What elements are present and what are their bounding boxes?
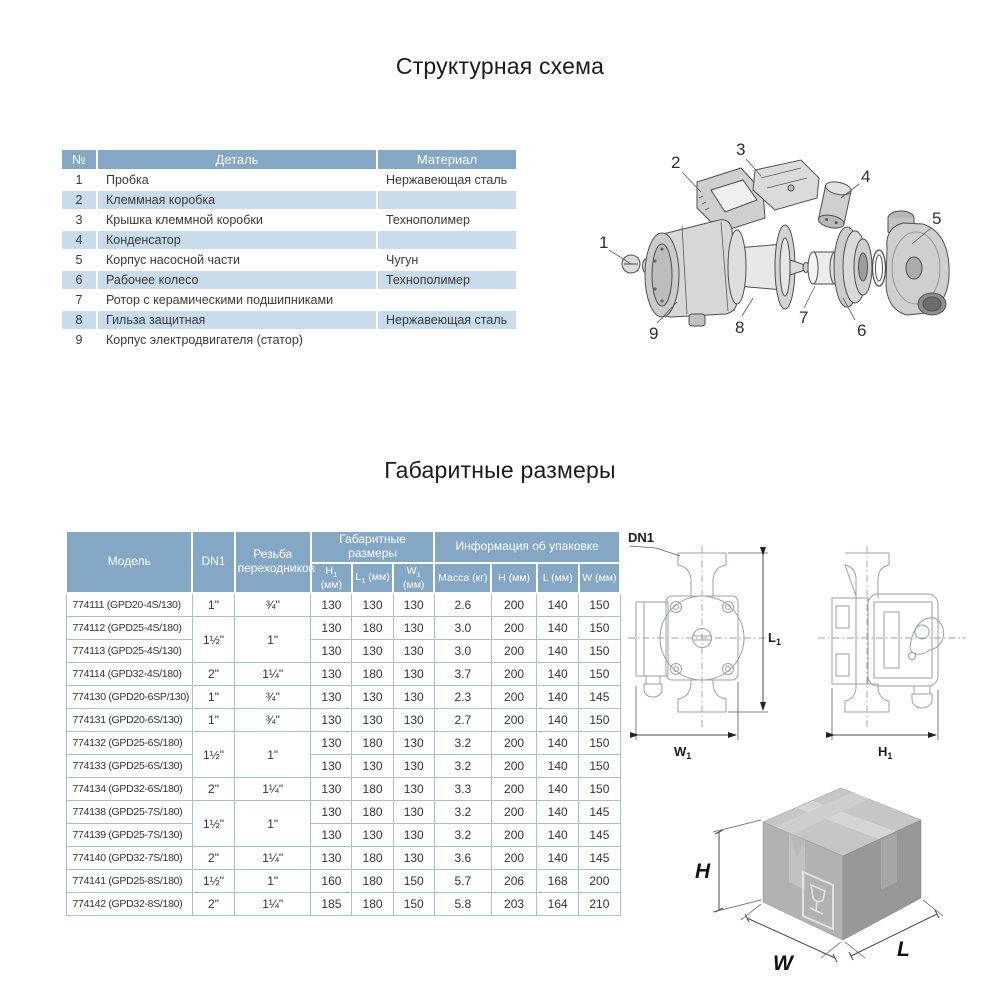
dn1-cell: 1½" <box>192 870 234 893</box>
part-number-8: 8 <box>735 318 745 337</box>
value-cell: 130 <box>352 593 393 617</box>
value-cell: 150 <box>579 617 620 640</box>
dims-table-row <box>66 709 620 732</box>
dims-table-row <box>66 801 620 824</box>
dims-col-thread: Резьба переходников <box>235 531 311 593</box>
value-cell: 185 <box>311 893 352 916</box>
value-cell: 130 <box>311 847 352 870</box>
parts-table-row <box>62 211 516 229</box>
thread-cell: 1¼" <box>235 847 311 870</box>
value-cell: 130 <box>352 824 393 847</box>
value-cell: 130 <box>393 801 434 824</box>
dims-col-dn1: DN1 <box>192 531 234 593</box>
value-cell: 3.2 <box>434 732 491 755</box>
value-cell: 130 <box>311 663 352 686</box>
value-cell: 150 <box>579 709 620 732</box>
value-cell: 145 <box>579 801 620 824</box>
value-cell: 3.3 <box>434 778 491 801</box>
value-cell: 140 <box>537 640 579 663</box>
parts-table <box>60 148 518 351</box>
impeller-shape <box>834 227 872 307</box>
part-material-cell <box>378 191 516 209</box>
value-cell: 130 <box>311 617 352 640</box>
pump-side-view <box>818 546 966 730</box>
parts-table-row <box>62 291 516 309</box>
value-cell: 140 <box>537 617 579 640</box>
part-number-2: 2 <box>671 153 681 172</box>
value-cell: 130 <box>393 755 434 778</box>
value-cell: 150 <box>579 778 620 801</box>
dims-col-l1: $L_1$ (мм) <box>352 563 393 594</box>
value-cell: 3.2 <box>434 755 491 778</box>
value-cell: 130 <box>311 778 352 801</box>
part-name-cell: Корпус электродвигателя (статор) <box>98 331 376 349</box>
dims-table-row <box>66 617 620 640</box>
dims-col-l: L (мм) <box>537 563 579 594</box>
value-cell: 2.3 <box>434 686 491 709</box>
thread-cell: 1" <box>235 870 311 893</box>
value-cell: 2.7 <box>434 709 491 732</box>
part-material-cell <box>378 291 516 309</box>
dn1-cell: 1" <box>192 686 234 709</box>
value-cell: 145 <box>579 847 620 870</box>
value-cell: 140 <box>537 824 579 847</box>
part-num-cell: 4 <box>62 231 96 249</box>
value-cell: 140 <box>537 755 579 778</box>
value-cell: 140 <box>537 709 579 732</box>
part-material-cell: Чугун <box>378 251 516 269</box>
value-cell: 130 <box>393 847 434 870</box>
value-cell: 130 <box>352 709 393 732</box>
parts-table-row <box>62 251 516 269</box>
dims-col-mass: Масса (кг) <box>434 563 491 594</box>
value-cell: 130 <box>393 778 434 801</box>
dims-col-h: H (мм) <box>491 563 536 594</box>
dn1-cell: 2" <box>192 847 234 870</box>
part-material-cell: Нержавеющая сталь <box>378 311 516 329</box>
parts-table-row <box>62 171 516 189</box>
parts-col-part: Деталь <box>98 150 376 169</box>
motor-housing-shape <box>645 220 737 326</box>
dims-table-row <box>66 870 620 893</box>
value-cell: 200 <box>491 593 536 617</box>
dims-table-row <box>66 755 620 778</box>
o-ring-shape <box>873 250 886 286</box>
model-cell: 774138 (GPD25-7S/180) <box>66 801 192 824</box>
parts-table-row <box>62 331 516 349</box>
value-cell: 200 <box>491 801 536 824</box>
model-cell: 774139 (GPD25-7S/130) <box>66 824 192 847</box>
part-num-cell: 6 <box>62 271 96 289</box>
dn1-label: DN1 <box>628 530 655 545</box>
part-num-cell: 1 <box>62 171 96 189</box>
value-cell: 140 <box>537 686 579 709</box>
box-width-label: W <box>773 952 793 972</box>
value-cell: 3.0 <box>434 617 491 640</box>
part-name-cell: Пробка <box>98 171 376 189</box>
value-cell: 200 <box>491 640 536 663</box>
value-cell: 130 <box>311 640 352 663</box>
thread-cell: 1" <box>235 801 311 847</box>
value-cell: 3.0 <box>434 640 491 663</box>
value-cell: 5.7 <box>434 870 491 893</box>
model-cell: 774113 (GPD25-4S/130) <box>66 640 192 663</box>
part-number-7: 7 <box>799 308 809 327</box>
part-name-cell: Гильза защитная <box>98 311 376 329</box>
value-cell: 145 <box>579 824 620 847</box>
value-cell: 2.6 <box>434 593 491 617</box>
part-number-4: 4 <box>861 167 871 186</box>
parts-table-row <box>62 231 516 249</box>
value-cell: 130 <box>352 755 393 778</box>
parts-col-num: № <box>62 150 96 169</box>
exploded-pump-diagram <box>585 118 985 358</box>
value-cell: 130 <box>393 686 434 709</box>
value-cell: 130 <box>352 640 393 663</box>
value-cell: 200 <box>491 755 536 778</box>
part-name-cell: Ротор с керамическими подшипниками <box>98 291 376 309</box>
thread-cell: ¾" <box>235 709 311 732</box>
thread-cell: 1" <box>235 617 311 663</box>
value-cell: 200 <box>491 686 536 709</box>
model-cell: 774141 (GPD25-8S/180) <box>66 870 192 893</box>
dn1-cell: 1½" <box>192 732 234 778</box>
dn1-cell: 1" <box>192 593 234 617</box>
value-cell: 3.2 <box>434 824 491 847</box>
value-cell: 150 <box>579 640 620 663</box>
value-cell: 130 <box>311 824 352 847</box>
value-cell: 130 <box>311 801 352 824</box>
part-material-cell <box>378 231 516 249</box>
dimensions-table <box>65 530 621 916</box>
dims-table-row <box>66 778 620 801</box>
value-cell: 130 <box>393 824 434 847</box>
svg-text:W1: $W_1$ <box>674 744 692 761</box>
value-cell: 140 <box>537 593 579 617</box>
value-cell: 160 <box>311 870 352 893</box>
model-cell: 774140 (GPD32-7S/180) <box>66 847 192 870</box>
value-cell: 150 <box>579 593 620 617</box>
svg-text:L1: $L_1$ <box>768 630 781 647</box>
part-material-cell <box>378 331 516 349</box>
value-cell: 150 <box>579 755 620 778</box>
model-cell: 774142 (GPD32-8S/180) <box>66 893 192 916</box>
part-number-6: 6 <box>857 321 867 340</box>
thread-cell: ¾" <box>235 593 311 617</box>
dims-table-row <box>66 732 620 755</box>
value-cell: 145 <box>579 686 620 709</box>
part-material-cell: Технополимер <box>378 271 516 289</box>
model-cell: 774133 (GPD25-6S/130) <box>66 755 192 778</box>
value-cell: 200 <box>491 778 536 801</box>
dims-group-overall: Габаритные размеры <box>311 531 434 563</box>
value-cell: 200 <box>491 663 536 686</box>
dn1-cell: 1½" <box>192 801 234 847</box>
thread-cell: ¾" <box>235 686 311 709</box>
l1-dimension <box>728 553 781 712</box>
value-cell: 200 <box>491 617 536 640</box>
value-cell: 200 <box>579 870 620 893</box>
value-cell: 150 <box>393 870 434 893</box>
dn1-cell: 2" <box>192 778 234 801</box>
box-height-label: H <box>695 860 711 883</box>
model-cell: 774132 (GPD25-6S/180) <box>66 732 192 755</box>
thread-cell: 1¼" <box>235 893 311 916</box>
model-cell: 774134 (GPD32-6S/180) <box>66 778 192 801</box>
capacitor-shape <box>817 180 852 230</box>
value-cell: 140 <box>537 732 579 755</box>
value-cell: 168 <box>537 870 579 893</box>
part-number-9: 9 <box>649 324 659 343</box>
value-cell: 130 <box>393 617 434 640</box>
value-cell: 210 <box>579 893 620 916</box>
part-name-cell: Крышка клеммной коробки <box>98 211 376 229</box>
pump-front-view <box>628 546 774 730</box>
parts-table-row <box>62 311 516 329</box>
value-cell: 180 <box>352 893 393 916</box>
dn1-leader-line <box>630 546 680 556</box>
value-cell: 200 <box>491 709 536 732</box>
part-material-cell: Нержавеющая сталь <box>378 171 516 189</box>
parts-header-row <box>62 150 516 169</box>
value-cell: 130 <box>352 686 393 709</box>
section-title-dimensions: Габаритные размеры <box>384 457 616 483</box>
part-num-cell: 7 <box>62 291 96 309</box>
model-cell: 774112 (GPD25-4S/180) <box>66 617 192 640</box>
part-name-cell: Корпус насосной части <box>98 251 376 269</box>
part-name-cell: Рабочее колесо <box>98 271 376 289</box>
part-num-cell: 5 <box>62 251 96 269</box>
value-cell: 206 <box>491 870 536 893</box>
value-cell: 5.8 <box>434 893 491 916</box>
model-cell: 774111 (GPD20-4S/130) <box>66 593 192 617</box>
part-name-cell: Конденсатор <box>98 231 376 249</box>
model-cell: 774114 (GPD32-4S/180) <box>66 663 192 686</box>
dn1-cell: 2" <box>192 893 234 916</box>
part-number-3: 3 <box>736 140 746 159</box>
box-3d-shape <box>763 788 921 940</box>
model-cell: 774131 (GPD20-6S/130) <box>66 709 192 732</box>
thread-cell: 1¼" <box>235 778 311 801</box>
pump-dimension-drawings <box>622 518 974 768</box>
value-cell: 150 <box>579 732 620 755</box>
dn1-cell: 1½" <box>192 617 234 663</box>
model-cell: 774130 (GPD20-6SP/130) <box>66 686 192 709</box>
part-material-cell: Технополимер <box>378 211 516 229</box>
dims-header-row-1 <box>66 531 620 563</box>
value-cell: 180 <box>352 617 393 640</box>
value-cell: 200 <box>491 824 536 847</box>
value-cell: 3.7 <box>434 663 491 686</box>
value-cell: 3.2 <box>434 801 491 824</box>
package-box-drawing <box>685 772 985 972</box>
value-cell: 180 <box>352 778 393 801</box>
dn1-cell: 2" <box>192 663 234 686</box>
value-cell: 140 <box>537 801 579 824</box>
parts-table-row <box>62 271 516 289</box>
dims-table-row <box>66 847 620 870</box>
thread-cell: 1¼" <box>235 663 311 686</box>
part-number-1: 1 <box>599 233 609 252</box>
value-cell: 140 <box>537 778 579 801</box>
box-length-label: L <box>897 938 910 961</box>
dims-table-row <box>66 663 620 686</box>
value-cell: 130 <box>311 593 352 617</box>
dims-table-row <box>66 593 620 617</box>
part-num-cell: 9 <box>62 331 96 349</box>
section-title-structural: Структурная схема <box>395 53 605 79</box>
dims-col-w: W (мм) <box>579 563 620 594</box>
part-num-cell: 8 <box>62 311 96 329</box>
value-cell: 130 <box>393 593 434 617</box>
parts-table-row <box>62 191 516 209</box>
value-cell: 130 <box>311 755 352 778</box>
value-cell: 164 <box>537 893 579 916</box>
value-cell: 140 <box>537 847 579 870</box>
part-name-cell: Клеммная коробка <box>98 191 376 209</box>
value-cell: 200 <box>491 732 536 755</box>
dims-group-package: Информация об упаковке <box>434 531 620 563</box>
value-cell: 180 <box>352 847 393 870</box>
value-cell: 130 <box>393 663 434 686</box>
svg-text:H1: $H_1$ <box>878 744 893 761</box>
value-cell: 180 <box>352 870 393 893</box>
value-cell: 130 <box>311 709 352 732</box>
dims-table-row <box>66 686 620 709</box>
value-cell: 140 <box>537 663 579 686</box>
part-number-5: 5 <box>932 209 942 228</box>
value-cell: 180 <box>352 801 393 824</box>
value-cell: 200 <box>491 847 536 870</box>
dims-col-h1: $H_1$ (мм) <box>311 563 352 594</box>
thread-cell: 1" <box>235 732 311 778</box>
part-num-cell: 3 <box>62 211 96 229</box>
value-cell: 130 <box>393 640 434 663</box>
value-cell: 130 <box>393 732 434 755</box>
dims-table-row <box>66 824 620 847</box>
parts-col-material: Материал <box>378 150 516 169</box>
value-cell: 180 <box>352 663 393 686</box>
value-cell: 150 <box>579 663 620 686</box>
value-cell: 150 <box>393 893 434 916</box>
protective-sleeve-shape <box>728 225 809 309</box>
value-cell: 180 <box>352 732 393 755</box>
dims-table-row <box>66 893 620 916</box>
dn1-cell: 1" <box>192 709 234 732</box>
value-cell: 130 <box>311 686 352 709</box>
value-cell: 130 <box>393 709 434 732</box>
value-cell: 203 <box>491 893 536 916</box>
h1-dimension <box>832 688 938 761</box>
part-num-cell: 2 <box>62 191 96 209</box>
value-cell: 130 <box>311 732 352 755</box>
dims-table-row <box>66 640 620 663</box>
dims-col-w1: $W_1$ (мм) <box>393 563 434 594</box>
dims-col-model: Модель <box>66 531 192 593</box>
value-cell: 3.6 <box>434 847 491 870</box>
